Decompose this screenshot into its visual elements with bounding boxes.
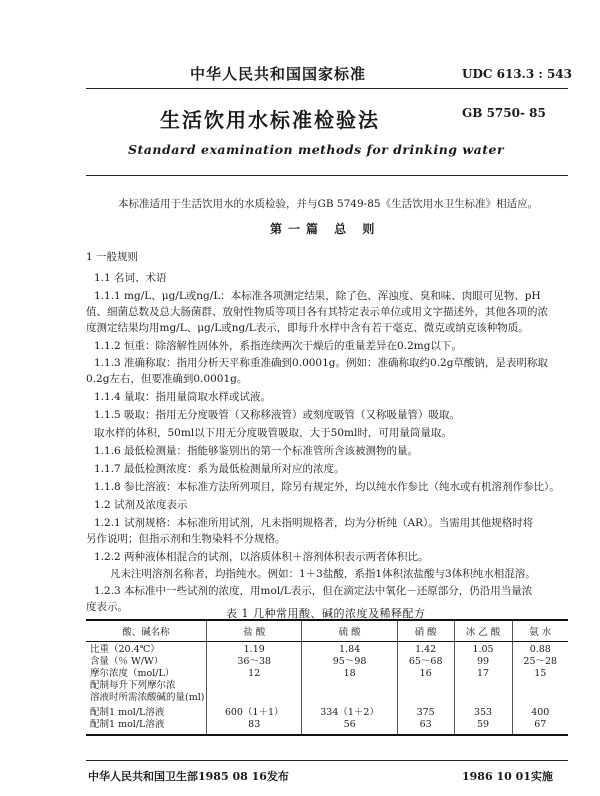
table-cell	[512, 642, 568, 706]
cell-value: 83	[248, 719, 261, 730]
paragraph-line: 1.1.8 参比溶液：本标准方法所列项目，除另有规定外，均以纯水作参比（纯水或有机溶剂作参比）。	[94, 481, 560, 493]
cell-value: 353	[473, 707, 493, 718]
paragraph-line: 度测定结果均用mg/L、μg/L或ng/L表示，即每升水样中含有若干毫克、微克或纳克该种物质。	[86, 322, 529, 334]
paragraph-line: 1.1.1 mg/L、μg/L或ng/L：本标准各项测定结果，除了色、浑浊度、臭和味、肉眼可见物、pH	[94, 290, 541, 302]
table-cell	[207, 705, 302, 735]
table-header-row	[86, 620, 568, 642]
paragraph-line: 1.2.3 本标准中一些试剂的浓度，用mol/L表示，但在滴定法中氧化－还原部分，仍沿用当量浓	[94, 585, 533, 597]
section-heading: 1 一般规则	[86, 251, 139, 263]
table-cell	[454, 705, 512, 735]
row-label: 摩尔浓度（mol/L）	[90, 668, 175, 679]
cell-value: 18	[343, 668, 356, 679]
table-row	[86, 642, 568, 706]
paragraph-line: 凡未注明溶剂名称者，均指纯水。例如：1＋3盐酸，系指1体积浓盐酸与3体积纯水相混溶。	[110, 568, 536, 580]
cell-value: 16	[419, 668, 432, 679]
column-header: 盐 酸	[207, 620, 302, 642]
table-cell	[512, 705, 568, 735]
cell-value: 95～98	[332, 656, 367, 667]
cell-value: 99	[476, 656, 490, 667]
paragraph-line: 1.1.4 量取：指用量筒取水样或试液。	[94, 391, 272, 403]
cell-value: 36～38	[237, 656, 272, 667]
cell-value: 63	[419, 719, 432, 730]
subsection-heading: 1.2 试剂及浓度表示	[94, 499, 188, 511]
cell-value: 12	[248, 668, 261, 679]
cell-value: 1.84	[339, 644, 361, 655]
cell-value: 67	[534, 719, 547, 730]
table-cell	[397, 642, 454, 706]
paragraph-line: 取水样的体积，50ml以下用无分度吸管吸取，大于50ml时，可用量筒量取。	[94, 427, 452, 439]
paragraph-line: 值、细菌总数及总大肠菌群、放射性物质等项目各有其特定表示单位或用文字描述外，其他各项的浓	[86, 306, 548, 318]
cell-value: 25～28	[523, 656, 558, 667]
table-row	[86, 705, 568, 735]
scope-statement: 本标准适用于生活饮用水的水质检验，并与GB 5749-85《生活饮用水卫生标准》相适应。	[118, 198, 539, 210]
row-label: 溶液时所需浓酸碱的量(ml)	[90, 692, 205, 703]
paragraph-line: 1.2.1 试剂规格：本标准所用试剂，凡未指明规格者，均为分析纯（AR）。当需用其他规格时将	[94, 517, 534, 529]
row-label: 配制每升下列摩尔浓	[90, 680, 176, 691]
cell-value: 600（1＋1）	[224, 707, 284, 718]
acid-base-table	[86, 619, 568, 736]
document-title: 生活饮用水标准检验法	[160, 108, 380, 132]
cell-value: 65～68	[408, 656, 443, 667]
cell-value: 15	[534, 668, 547, 679]
cell-value: 0.88	[529, 644, 551, 655]
paragraph-line: 1.1.6 最低检测量：指能够鉴别出的第一个标准管所含该被测物的量。	[94, 445, 419, 457]
column-header: 氨 水	[512, 620, 568, 642]
column-header: 硝 酸	[397, 620, 454, 642]
cell-value: 400	[531, 707, 550, 718]
paragraph-line: 0.2g左右，但要准确到0.0001g。	[86, 373, 248, 385]
udc-code: UDC 613.3 : 543	[462, 67, 573, 81]
column-header: 硫 酸	[302, 620, 397, 642]
column-header: 酸、碱名称	[86, 620, 207, 642]
paragraph-line: 另作说明；但指示剂和生物染料不分规格。	[86, 533, 286, 545]
paragraph-line: 1.2.2 两种液体相混合的试剂，以溶质体积＋溶剂体积表示两者体积比。	[94, 551, 429, 563]
paragraph-line: 1.1.3 准确称取：指用分析天平称重准确到0.0001g。例如：准确称取约0.2g草酸钠，是表明称取	[94, 357, 548, 369]
cell-value: 59	[476, 719, 490, 730]
paragraph-line: 1.1.2 恒重：除溶解性固体外，系指连续两次干燥后的重量差异在0.2mg以下。	[94, 340, 462, 352]
cell-value: 334（1＋2）	[320, 707, 379, 718]
row-label: 配制1 mol/L溶液	[90, 719, 165, 730]
paragraph-line: 1.1.7 最低检测浓度：系为最低检测量所对应的浓度。	[94, 463, 345, 475]
table-caption: 表 1 几种常用酸、碱的浓度及稀释配方	[226, 607, 426, 620]
paragraph-line: 1.1.5 吸取：指用无分度吸管（又称移液管）或刻度吸管（又称吸量管）吸取。	[94, 409, 461, 421]
table-cell	[397, 705, 454, 735]
subsection-heading: 1.1 名词、术语	[94, 272, 167, 284]
cell-value: 56	[343, 719, 356, 730]
gb-standard-number: GB 5750- 85	[462, 106, 546, 120]
row-label: 配制1 mol/L溶液	[90, 707, 165, 718]
cell-value: 375	[416, 707, 435, 718]
row-label-cell	[86, 705, 207, 735]
title-rule	[86, 175, 568, 176]
table-cell	[454, 642, 512, 706]
header-rule	[86, 88, 568, 89]
cell-value: 1.19	[243, 644, 265, 655]
part-heading: 第一篇 总 则	[270, 222, 381, 236]
standard-category-title: 中华人民共和国国家标准	[190, 65, 367, 83]
row-label: 比重（20.4℃）	[90, 644, 160, 655]
english-title: Standard examination methods for drinking water	[128, 142, 505, 157]
footer-rule	[86, 760, 568, 761]
table-cell	[207, 642, 302, 706]
row-label-cell	[86, 642, 207, 706]
table-cell	[302, 642, 397, 706]
row-label: 含量（％ W/W）	[90, 656, 164, 667]
cell-value: 1.05	[472, 644, 494, 655]
cell-value: 1.42	[415, 644, 437, 655]
table-cell	[302, 705, 397, 735]
cell-value: 17	[476, 668, 490, 679]
publication-info: 中华人民共和国卫生部1985 08 16发布	[88, 770, 289, 783]
column-header: 冰 乙 酸	[454, 620, 512, 642]
paragraph-line: 度表示。	[86, 601, 128, 613]
implementation-date: 1986 10 01实施	[462, 770, 553, 783]
